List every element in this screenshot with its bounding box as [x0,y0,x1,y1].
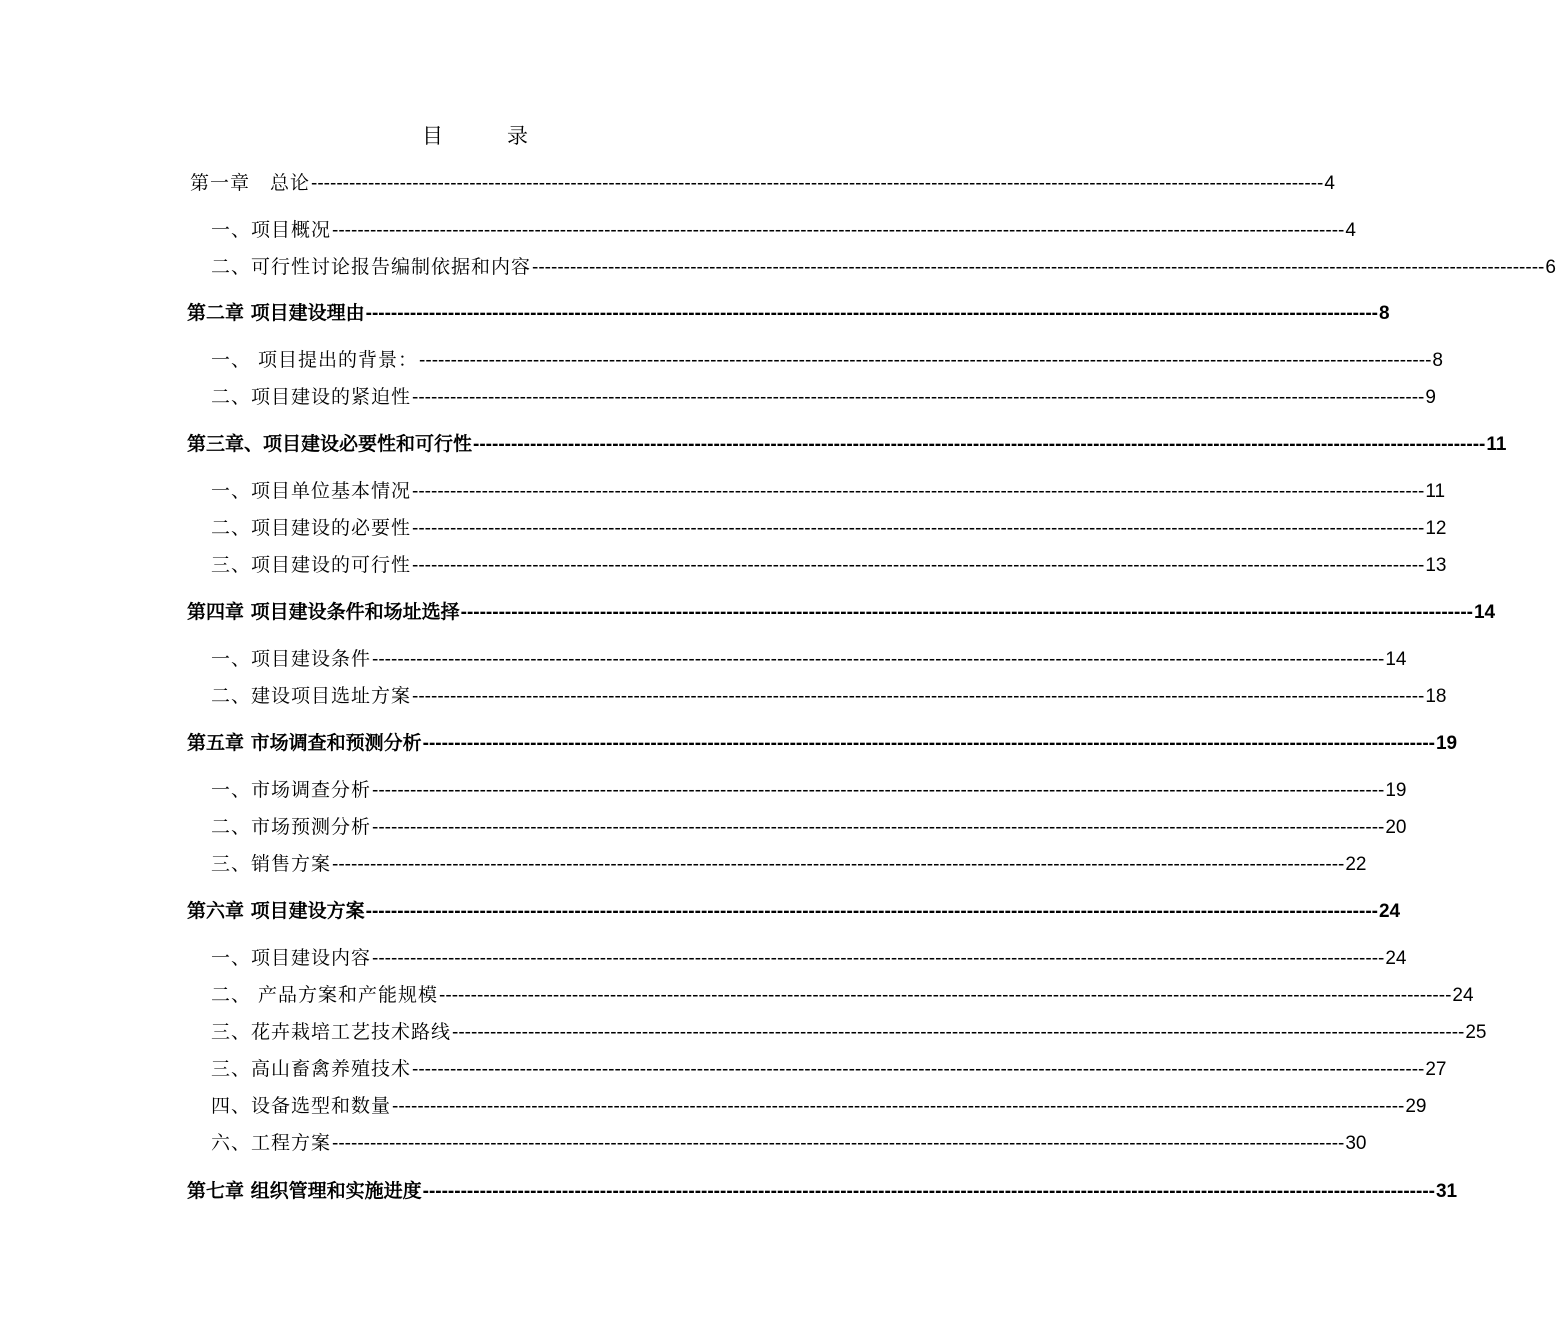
toc-dot-leader: ---------------------------------------------------------------------------------------------------------------------------------------------------------------- [412,518,1425,539]
toc-dot-leader: ---------------------------------------------------------------------------------------------------------------------------------------------------------------- [392,1096,1405,1117]
toc-page-number: 8 [1432,350,1443,371]
toc-section-entry[interactable] [211,1130,1367,1156]
toc-dot-leader: ---------------------------------------------------------------------------------------------------------------------------------------------------------------- [311,173,1324,194]
toc-entry-label: 一、 项目提出的背景： [211,349,419,371]
toc-entry-label: 三、花卉栽培工艺技术路线 [211,1021,452,1043]
toc-dot-leader: ---------------------------------------------------------------------------------------------------------------------------------------------------------------- [372,780,1385,801]
toc-page-number: 22 [1345,854,1367,875]
toc-page-number: 14 [1385,649,1407,670]
toc-page-number: 14 [1473,602,1496,623]
toc-page-number: 24 [1452,985,1474,1006]
toc-page-number: 18 [1425,686,1447,707]
toc-chapter-entry[interactable] [187,599,1496,625]
toc-page-number: 4 [1324,173,1335,194]
toc-dot-leader: ---------------------------------------------------------------------------------------------------------------------------------------------------------------- [532,257,1545,278]
toc-section-entry[interactable] [211,515,1447,541]
toc-section-entry[interactable] [211,384,1436,410]
toc-dot-leader: ---------------------------------------------------------------------------------------------------------------------------------------------------------------- [372,948,1385,969]
toc-chapter-entry[interactable] [187,431,1507,457]
toc-entry-label: 第四章 项目建设条件和场址选择 [187,601,460,623]
toc-entry-label: 四、设备选型和数量 [211,1095,392,1117]
toc-entry-label: 六、工程方案 [211,1132,332,1154]
toc-chapter-entry[interactable] [187,898,1401,924]
toc-chapter-entry[interactable] [187,1178,1458,1204]
toc-page-number: 31 [1435,1181,1458,1202]
toc-section-entry[interactable] [211,777,1407,803]
toc-page-number: 11 [1425,481,1446,502]
toc-section-entry[interactable] [211,646,1407,672]
toc-entry-label: 三、高山畜禽养殖技术 [211,1058,412,1080]
toc-dot-leader: ---------------------------------------------------------------------------------------------------------------------------------------------------------------- [365,303,1378,324]
toc-section-entry[interactable] [211,347,1443,373]
toc-dot-leader: ---------------------------------------------------------------------------------------------------------------------------------------------------------------- [332,220,1345,241]
toc-dot-leader: ---------------------------------------------------------------------------------------------------------------------------------------------------------------- [412,387,1425,408]
toc-page-number: 13 [1425,555,1447,576]
toc-title [0,120,950,150]
toc-entry-label: 一、项目建设内容 [211,947,372,969]
toc-entry-label: 二、市场预测分析 [211,816,372,838]
toc-section-entry[interactable] [211,254,1556,280]
toc-page-number: 12 [1425,518,1447,539]
toc-entry-label: 一、市场调查分析 [211,779,372,801]
toc-entry-label: 二、建设项目选址方案 [211,685,412,707]
toc-dot-leader: ---------------------------------------------------------------------------------------------------------------------------------------------------------------- [439,985,1452,1006]
toc-dot-leader: ---------------------------------------------------------------------------------------------------------------------------------------------------------------- [365,901,1378,922]
toc-dot-leader: ---------------------------------------------------------------------------------------------------------------------------------------------------------------- [412,555,1425,576]
toc-page-number: 29 [1405,1096,1427,1117]
toc-entry-label: 二、项目建设的必要性 [211,517,412,539]
toc-page-number: 19 [1385,780,1407,801]
toc-section-entry[interactable] [211,683,1447,709]
toc-entry-label: 二、 产品方案和产能规模 [211,984,439,1006]
toc-page-number: 24 [1385,948,1407,969]
toc-entry-label: 二、可行性讨论报告编制依据和内容 [211,256,532,278]
toc-chapter-entry[interactable] [190,170,1335,196]
toc-page-number: 30 [1345,1133,1367,1154]
toc-entry-label: 第二章 项目建设理由 [187,302,365,324]
toc-chapter-entry[interactable] [187,730,1458,756]
toc-section-entry[interactable] [211,982,1474,1008]
toc-dot-leader: ---------------------------------------------------------------------------------------------------------------------------------------------------------------- [412,686,1425,707]
toc-entry-label: 一、项目建设条件 [211,648,372,670]
toc-page-number: 27 [1425,1059,1447,1080]
toc-entry-label: 第六章 项目建设方案 [187,900,365,922]
toc-dot-leader: ---------------------------------------------------------------------------------------------------------------------------------------------------------------- [460,602,1473,623]
toc-entry-label: 第一章 总论 [190,172,311,194]
toc-page-number: 19 [1435,733,1458,754]
toc-section-entry[interactable] [211,478,1446,504]
toc-page-number: 24 [1378,901,1401,922]
toc-dot-leader: ---------------------------------------------------------------------------------------------------------------------------------------------------------------- [422,1181,1435,1202]
toc-page-number: 9 [1425,387,1436,408]
toc-entry-label: 一、项目概况 [211,219,332,241]
toc-page-number: 25 [1465,1022,1487,1043]
toc-section-entry[interactable] [211,217,1356,243]
toc-chapter-entry[interactable] [187,300,1390,326]
toc-dot-leader: ---------------------------------------------------------------------------------------------------------------------------------------------------------------- [372,649,1385,670]
toc-entry-label: 第七章 组织管理和实施进度 [187,1180,422,1202]
toc-section-entry[interactable] [211,1019,1487,1045]
toc-page-number: 6 [1545,257,1556,278]
toc-entry-label: 三、项目建设的可行性 [211,554,412,576]
toc-dot-leader: ---------------------------------------------------------------------------------------------------------------------------------------------------------------- [419,350,1432,371]
toc-page-number: 20 [1385,817,1407,838]
toc-entry-label: 第五章 市场调查和预测分析 [187,732,422,754]
toc-dot-leader: ---------------------------------------------------------------------------------------------------------------------------------------------------------------- [452,1022,1465,1043]
toc-section-entry[interactable] [211,1093,1427,1119]
toc-entry-label: 一、项目单位基本情况 [211,480,412,502]
toc-page-number: 4 [1345,220,1356,241]
toc-entry-label: 二、项目建设的紧迫性 [211,386,412,408]
toc-dot-leader: ---------------------------------------------------------------------------------------------------------------------------------------------------------------- [412,481,1425,502]
toc-dot-leader: ---------------------------------------------------------------------------------------------------------------------------------------------------------------- [332,854,1345,875]
toc-page-number: 8 [1378,303,1390,324]
toc-dot-leader: ---------------------------------------------------------------------------------------------------------------------------------------------------------------- [372,817,1385,838]
toc-entry-label: 第三章、项目建设必要性和可行性 [187,433,473,455]
toc-section-entry[interactable] [211,851,1367,877]
toc-dot-leader: ---------------------------------------------------------------------------------------------------------------------------------------------------------------- [473,434,1486,455]
toc-entry-label: 三、销售方案 [211,853,332,875]
toc-dot-leader: ---------------------------------------------------------------------------------------------------------------------------------------------------------------- [412,1059,1425,1080]
toc-title-char-2: 录 [507,124,528,148]
toc-section-entry[interactable] [211,945,1407,971]
toc-section-entry[interactable] [211,552,1447,578]
toc-dot-leader: ---------------------------------------------------------------------------------------------------------------------------------------------------------------- [422,733,1435,754]
toc-section-entry[interactable] [211,1056,1447,1082]
toc-title-char-1: 目 [422,124,443,148]
toc-page-number: 11 [1486,434,1507,455]
toc-section-entry[interactable] [211,814,1407,840]
toc-dot-leader: ---------------------------------------------------------------------------------------------------------------------------------------------------------------- [332,1133,1345,1154]
